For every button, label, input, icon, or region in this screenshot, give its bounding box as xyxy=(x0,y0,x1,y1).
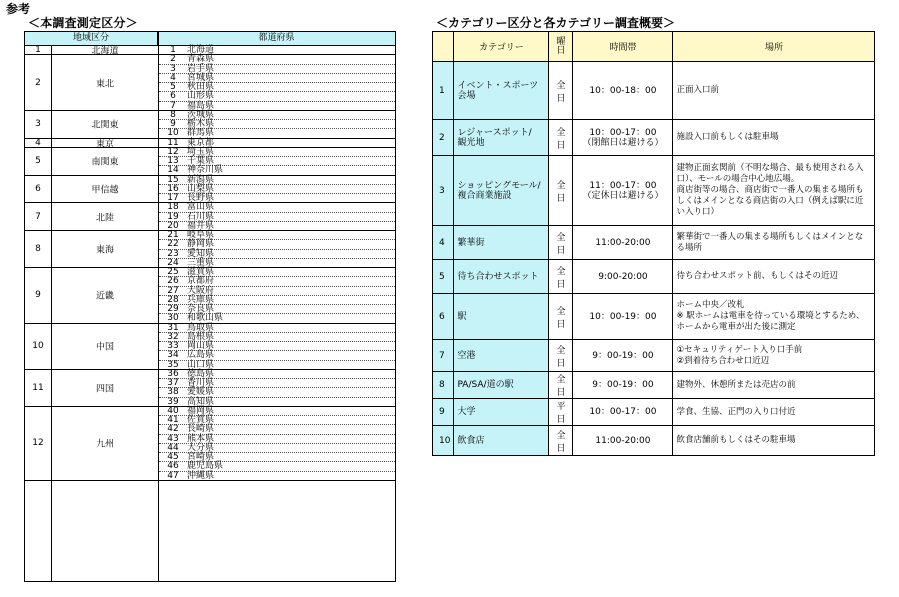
prefecture-name: 群馬県 xyxy=(187,128,215,139)
prefecture-number: 23 xyxy=(167,248,179,259)
prefecture-number: 14 xyxy=(167,165,179,176)
category-time: 9:00-20:00 xyxy=(573,260,673,294)
prefecture-group xyxy=(159,148,395,176)
prefecture-number: 6 xyxy=(170,91,176,102)
prefecture-number: 30 xyxy=(167,313,179,324)
region-name: 東北 xyxy=(95,79,114,89)
prefecture-name: 新潟県 xyxy=(187,174,215,185)
region-number: 7 xyxy=(35,211,41,222)
region-number: 2 xyxy=(35,77,41,88)
region-row xyxy=(25,176,158,204)
category-place: 建物外、休憩所または売店の前 xyxy=(673,372,875,399)
prefecture-number: 42 xyxy=(167,424,179,435)
prefecture-number: 32 xyxy=(167,331,179,342)
category-time: 10：00-17：00 xyxy=(573,399,673,426)
category-day: 全日 xyxy=(549,156,573,226)
prefecture-group xyxy=(159,55,395,111)
prefecture-name: 熊本県 xyxy=(187,433,215,444)
region-number: 10 xyxy=(32,341,44,352)
prefecture-name: 長野県 xyxy=(187,193,215,203)
prefecture-number: 5 xyxy=(170,82,176,92)
category-time: 9：00-19：00 xyxy=(573,372,673,399)
category-row xyxy=(433,294,875,340)
category-table-header xyxy=(433,32,875,62)
category-place: 正面入口前 xyxy=(673,62,875,120)
prefecture-name: 山口県 xyxy=(187,359,215,370)
category-place: ホーム中央／改札 ※ 駅ホームは電車を待っている環境とするため、ホームから電車が出た後に測定 xyxy=(673,294,875,340)
prefecture-name: 広島県 xyxy=(187,350,215,361)
prefecture-number: 41 xyxy=(167,415,179,425)
prefecture-number: 20 xyxy=(167,220,179,231)
region-row xyxy=(25,203,158,231)
region-name: 甲信越 xyxy=(91,185,119,196)
prefecture-number: 24 xyxy=(167,257,179,268)
category-name: イベント・スポーツ会場 xyxy=(454,62,549,120)
prefecture-number: 11 xyxy=(167,137,179,148)
prefecture-number: 40 xyxy=(167,405,179,416)
category-day: 全日 xyxy=(549,120,573,156)
category-place: 飲食店舗前もしくはその駐車場 xyxy=(673,426,875,456)
region-name: 近畿 xyxy=(95,291,114,302)
region-name: 九州 xyxy=(95,439,114,450)
category-place: 施設入口前もしくは駐車場 xyxy=(673,120,875,156)
prefecture-number: 29 xyxy=(167,304,179,314)
prefecture-number: 4 xyxy=(170,72,176,83)
region-number: 9 xyxy=(35,290,41,301)
region-row xyxy=(25,268,158,324)
prefecture-name: 宮城県 xyxy=(187,72,215,83)
category-day: 全日 xyxy=(549,372,573,399)
category-number: 9 xyxy=(433,399,454,426)
category-name: 繁華街 xyxy=(454,226,549,260)
category-day: 全日 xyxy=(549,426,573,456)
prefecture-name: 三重県 xyxy=(187,257,215,268)
prefecture-name: 高知県 xyxy=(187,396,215,407)
header-day xyxy=(549,32,573,62)
prefecture-number: 9 xyxy=(170,119,176,129)
category-row xyxy=(433,340,875,372)
category-number: 1 xyxy=(433,62,454,120)
category-time: 10：00-19：00 xyxy=(573,294,673,340)
category-time: 10：00-17：00 （閉館日は避ける） xyxy=(573,120,673,156)
category-row xyxy=(433,156,875,226)
prefecture-name: 沖縄県 xyxy=(187,470,215,481)
prefecture-name: 奈良県 xyxy=(187,304,215,314)
category-name: レジャースポット/ 観光地 xyxy=(454,120,549,156)
region-name: 南関東 xyxy=(91,157,119,168)
category-number: 2 xyxy=(433,120,454,156)
prefecture-name: 埼玉県 xyxy=(187,146,215,157)
prefecture-number: 17 xyxy=(167,193,179,203)
category-time: 9：00-19：00 xyxy=(573,340,673,372)
prefecture-number: 31 xyxy=(167,322,179,333)
prefecture-name: 千葉県 xyxy=(187,156,215,166)
prefecture-number: 36 xyxy=(167,368,179,379)
prefecture-number: 15 xyxy=(167,174,179,185)
category-row xyxy=(433,226,875,260)
category-time: 11：00-17：00 （定休日は避ける） xyxy=(573,156,673,226)
region-row xyxy=(25,55,158,111)
left-table-title: ＜本調査測定区分＞ xyxy=(28,16,138,30)
category-day: 平日 xyxy=(549,399,573,426)
prefecture-number: 38 xyxy=(167,387,179,398)
prefecture-number: 26 xyxy=(167,276,179,287)
prefecture-row xyxy=(159,472,395,481)
category-number: 10 xyxy=(433,426,454,456)
region-name: 中国 xyxy=(95,342,114,353)
category-place: 建物正面玄関前（不明な場合、最も使用される入口）、モールの場合中心地広場。 商店街等の場合、商店街で一番人の集まる場所もしくはメインとなる商店街の入口（例えば駅に近い入り口） xyxy=(673,156,875,226)
category-row xyxy=(433,426,875,456)
prefecture-name: 京都府 xyxy=(187,276,215,287)
prefecture-group xyxy=(159,407,395,481)
header-place: 場所 xyxy=(673,32,875,62)
region-row xyxy=(25,148,158,176)
region-number: 3 xyxy=(35,119,41,130)
prefecture-name: 福島県 xyxy=(187,100,215,111)
prefecture-name: 茨城県 xyxy=(187,109,215,120)
prefecture-name: 富山県 xyxy=(187,202,215,213)
region-name: 東海 xyxy=(95,245,114,256)
prefecture-number: 3 xyxy=(170,63,176,74)
prefecture-number: 12 xyxy=(167,146,179,157)
category-time: 11:00-20:00 xyxy=(573,426,673,456)
prefecture-number: 22 xyxy=(167,239,179,250)
prefecture-number: 21 xyxy=(167,230,179,240)
prefecture-name: 岩手県 xyxy=(187,63,215,74)
region-number: 4 xyxy=(35,137,41,148)
header-category: カテゴリー xyxy=(454,32,549,62)
prefecture-group xyxy=(159,370,395,407)
prefecture-group xyxy=(159,176,395,204)
prefecture-group xyxy=(159,231,395,268)
category-name: 駅 xyxy=(454,294,549,340)
prefecture-number: 10 xyxy=(167,128,179,139)
category-name: 飲食店 xyxy=(454,426,549,456)
prefecture-name: 青森県 xyxy=(187,54,215,65)
prefecture-group xyxy=(159,111,395,139)
region-row xyxy=(25,46,158,55)
category-day: 全日 xyxy=(549,340,573,372)
header-prefecture: 都道府県 xyxy=(258,33,295,43)
prefecture-name: 福井県 xyxy=(187,220,215,231)
category-row xyxy=(433,372,875,399)
region-number: 12 xyxy=(32,438,44,449)
category-row xyxy=(433,399,875,426)
prefecture-number: 33 xyxy=(167,341,179,351)
prefecture-number: 8 xyxy=(170,109,176,120)
prefecture-number: 18 xyxy=(167,202,179,213)
category-number: 4 xyxy=(433,226,454,260)
prefecture-name: 宮崎県 xyxy=(187,452,215,462)
category-time: 10：00-18：00 xyxy=(573,62,673,120)
prefecture-name: 愛媛県 xyxy=(187,387,215,398)
prefecture-name: 北海道 xyxy=(187,45,215,55)
category-name: 待ち合わせスポット xyxy=(454,260,549,294)
prefecture-name: 石川県 xyxy=(187,211,215,222)
prefecture-group xyxy=(159,324,395,370)
category-name: 空港 xyxy=(454,340,549,372)
prefecture-name: 山形県 xyxy=(187,91,215,102)
region-name: 四国 xyxy=(95,384,114,395)
region-number: 8 xyxy=(35,244,41,254)
prefecture-name: 大分県 xyxy=(187,442,215,453)
region-row xyxy=(25,231,158,268)
prefecture-number: 28 xyxy=(167,294,179,305)
region-name: 北陸 xyxy=(95,213,114,224)
prefecture-group xyxy=(159,268,395,324)
category-number: 7 xyxy=(433,340,454,372)
region-row xyxy=(25,324,158,370)
category-name: PA/SA/道の駅 xyxy=(454,372,549,399)
prefecture-name: 栃木県 xyxy=(187,119,215,129)
region-row xyxy=(25,139,158,148)
prefecture-name: 滋賀県 xyxy=(187,267,215,277)
category-row xyxy=(433,260,875,294)
category-day: 全日 xyxy=(549,226,573,260)
reference-heading: 参考 xyxy=(6,2,31,16)
right-table-title: ＜カテゴリー区分と各カテゴリー調査概要＞ xyxy=(436,16,676,30)
region-number: 5 xyxy=(35,156,41,167)
category-number: 3 xyxy=(433,156,454,226)
prefecture-name: 長崎県 xyxy=(187,424,215,435)
header-region: 地域区分 xyxy=(25,32,158,45)
prefecture-number: 2 xyxy=(170,54,176,65)
prefecture-name: 香川県 xyxy=(187,378,215,388)
category-day: 全日 xyxy=(549,260,573,294)
prefecture-name: 愛知県 xyxy=(187,248,215,259)
region-row xyxy=(25,407,158,481)
region-row xyxy=(25,111,158,139)
prefecture-number: 45 xyxy=(167,452,179,462)
header-day-text: 曜日 xyxy=(556,36,566,56)
category-table xyxy=(432,31,875,456)
region-table xyxy=(24,31,396,582)
prefecture-name: 徳島県 xyxy=(187,368,215,379)
prefecture-number: 1 xyxy=(170,45,176,55)
category-row xyxy=(433,62,875,120)
prefecture-group xyxy=(159,203,395,231)
category-day: 全日 xyxy=(549,294,573,340)
prefecture-number: 34 xyxy=(167,350,179,361)
prefecture-number: 46 xyxy=(167,461,179,472)
prefecture-name: 和歌山県 xyxy=(187,313,224,324)
prefecture-number: 35 xyxy=(167,359,179,370)
category-place: 繁華街で一番人の集まる場所もしくはメインとなる場所 xyxy=(673,226,875,260)
prefecture-number: 19 xyxy=(167,211,179,222)
prefecture-name: 島根県 xyxy=(187,331,215,342)
prefecture-number: 16 xyxy=(167,183,179,194)
prefecture-name: 岐阜県 xyxy=(187,230,215,240)
category-day: 全日 xyxy=(549,62,573,120)
category-time: 11:00-20:00 xyxy=(573,226,673,260)
region-number: 1 xyxy=(35,45,41,56)
prefecture-number: 39 xyxy=(167,396,179,407)
prefecture-name: 秋田県 xyxy=(187,82,215,92)
region-number: 11 xyxy=(32,382,44,393)
prefecture-name: 福岡県 xyxy=(187,405,215,416)
prefecture-name: 山梨県 xyxy=(187,183,215,194)
category-number: 6 xyxy=(433,294,454,340)
prefecture-number: 27 xyxy=(167,285,179,296)
category-number: 5 xyxy=(433,260,454,294)
prefecture-number: 25 xyxy=(167,267,179,277)
prefecture-name: 兵庫県 xyxy=(187,294,215,305)
prefecture-number: 7 xyxy=(170,100,176,111)
prefecture-name: 佐賀県 xyxy=(187,415,215,425)
region-name: 北関東 xyxy=(91,120,119,131)
prefecture-number: 13 xyxy=(167,156,179,166)
category-row xyxy=(433,120,875,156)
prefecture-name: 静岡県 xyxy=(187,239,215,250)
prefecture-number: 47 xyxy=(167,470,179,481)
prefecture-name: 大阪府 xyxy=(187,285,215,296)
category-place: 待ち合わせスポット前、もしくはその近辺 xyxy=(673,260,875,294)
prefecture-number: 44 xyxy=(167,442,179,453)
region-name: 東京 xyxy=(95,139,114,150)
category-place: 学食、生協、正門の入り口付近 xyxy=(673,399,875,426)
region-name: 北海道 xyxy=(91,46,119,57)
prefecture-name: 鳥取県 xyxy=(187,322,215,333)
prefecture-name: 東京都 xyxy=(187,137,215,148)
category-number: 8 xyxy=(433,372,454,399)
prefecture-number: 43 xyxy=(167,433,179,444)
prefecture-name: 岡山県 xyxy=(187,341,215,351)
category-name: 大学 xyxy=(454,399,549,426)
region-number: 6 xyxy=(35,183,41,194)
prefecture-name: 鹿児島県 xyxy=(187,461,224,472)
region-row xyxy=(25,370,158,407)
category-name: ショッピングモール/ 複合商業施設 xyxy=(454,156,549,226)
prefecture-name: 神奈川県 xyxy=(187,165,224,176)
header-time: 時間帯 xyxy=(573,32,673,62)
prefecture-number: 37 xyxy=(167,378,179,388)
category-place: ①セキュリティゲート入り口手前 ②到着待ち合わせ口近辺 xyxy=(673,340,875,372)
